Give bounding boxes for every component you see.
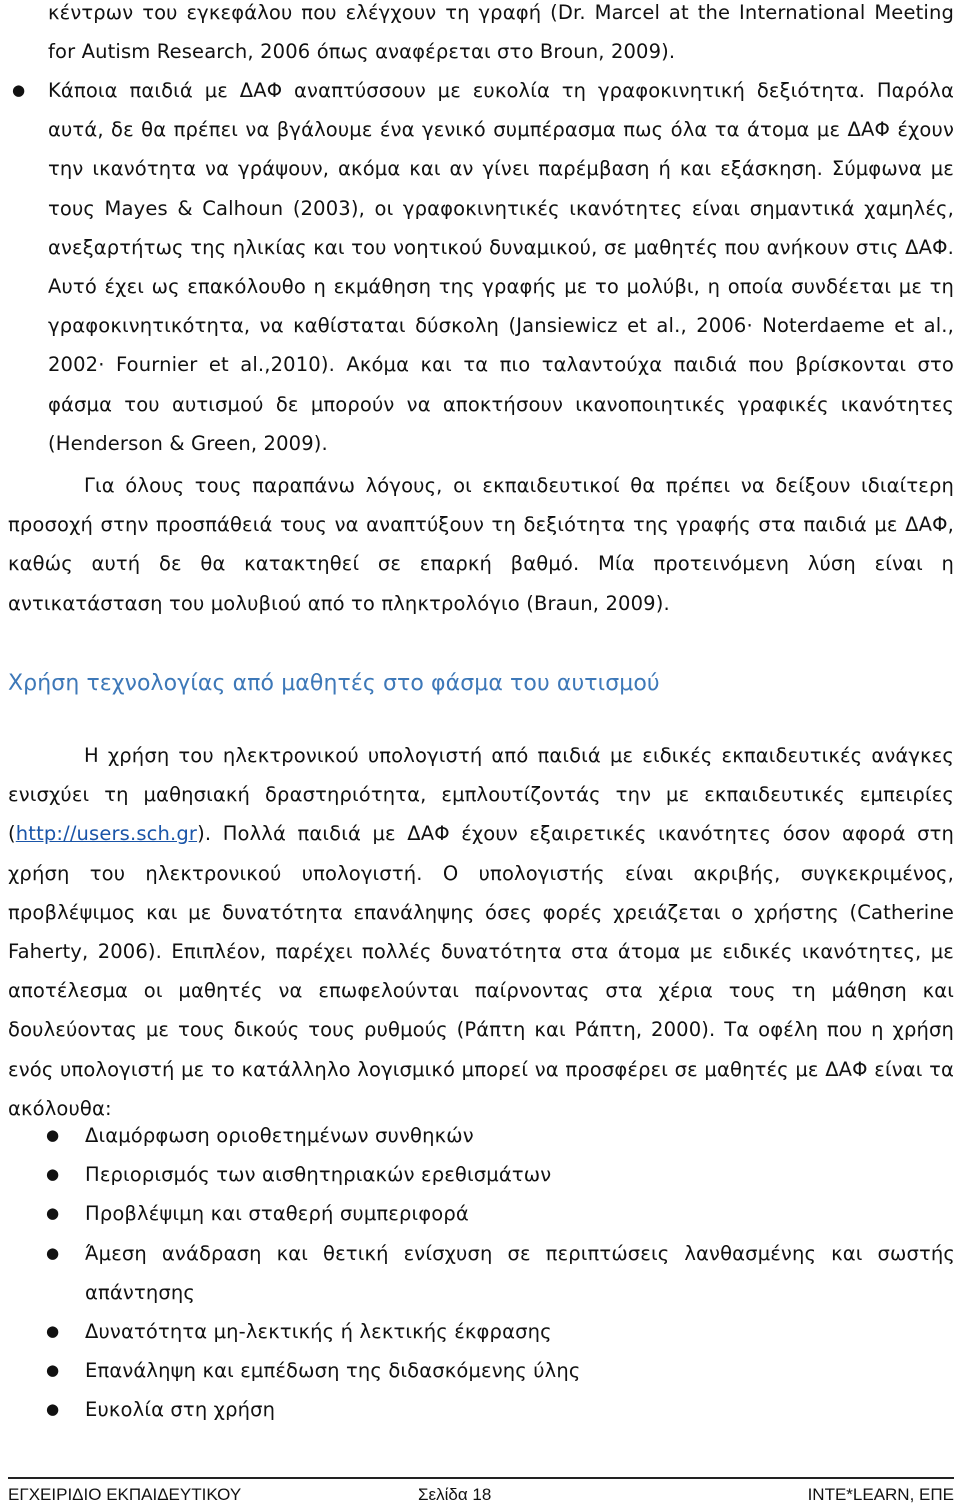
bullet-icon: ● (46, 1243, 60, 1262)
paragraph-technology-part1: Η χρήση του ηλεκτρονικού υπολογιστή από παιδιά με ειδικές εκπαιδευτικές ανάγκες ενισχύει τη μαθησιακή δραστηριότητα, εμπλουτίζοντάς την με εκπαιδευτικές εμπειρίες ( (8, 744, 954, 846)
benefits-list (0, 1116, 960, 1430)
bullet-icon: ● (46, 1400, 60, 1419)
list-item (0, 1194, 955, 1233)
bullet-icon: ● (46, 1204, 60, 1223)
paragraph-conclusion: Για όλους τους παραπάνω λόγους, οι εκπαιδευτικοί θα πρέπει να δείξουν ιδιαίτερη προσοχή στην προσπάθειά τους να αναπτύξουν τη δεξιότητα της γραφής στα παιδιά με ΔΑΦ, καθώς αυτή δε θα κατακτηθεί σε επαρκή βαθμό. Μία προτεινόμενη λύση είναι η αντικατάσταση του μολυβιού από το πληκτρολόγιο (Braun, 2009). (8, 474, 954, 615)
bullet-icon: ● (46, 1165, 60, 1184)
list-item-text: Άμεση ανάδραση και θετική ενίσχυση σε περιπτώσεις λανθασμένης και σωστής απάντησης (85, 1241, 955, 1304)
bullet-icon: ● (46, 1322, 60, 1341)
list-item (0, 1234, 955, 1312)
list-item (0, 1116, 955, 1155)
users-sch-gr-link[interactable]: http://users.sch.gr (15, 822, 198, 846)
paragraph-technology-part2: ). Πολλά παιδιά με ΔΑΦ έχουν εξαιρετικές ικανότητες όσον αφορά στη χρήση του ηλεκτρονικού υπολογιστή. Ο υπολογιστής είναι ακριβής, συγκεκριμένος, προβλέψιμος και με δυνατότητα επανάληψης όσες φορές χρειάζεται ο χρήστης (Catherine Faherty, 2006). Επιπλέον, παρέχει πολλές δυνατότητα στα άτομα με ειδικές ικανότητες, με αποτέλεσμα οι μαθητές να επωφελούνται παίρνοντας στα χέρια τους τη μάθηση και δουλεύοντας με τους δικούς τους ρυθμούς (Ράπτη και Ράπτη, 2000). Τα οφέλη που η χρήση ενός υπολογιστή με το κατάλληλο λογισμικό μπορεί να προσφέρει σε μαθητές με ΔΑΦ είναι τα ακόλουθα: (8, 822, 954, 1120)
footer-divider (8, 1477, 954, 1479)
list-item (0, 1312, 955, 1351)
list-item (0, 1155, 955, 1194)
footer-manual-title: ΕΓΧΕΙΡΙΔΙΟ ΕΚΠΑΙΔΕΥΤΙΚΟΥ (8, 1485, 242, 1504)
list-item-text: Ευκολία στη χρήση (85, 1398, 276, 1422)
list-item-text: Δυνατότητα μη-λεκτικής ή λεκτικής έκφρασης (85, 1320, 552, 1344)
list-item (0, 1351, 955, 1390)
list-item (0, 1390, 955, 1429)
bullet-icon: ● (12, 81, 26, 99)
footer-company: INTE*LEARN, ΕΠΕ (807, 1485, 954, 1504)
bullet-paragraph-text: Κάποια παιδιά με ΔΑΦ αναπτύσσουν με ευκολία τη γραφοκινητική δεξιότητα. Παρόλα αυτά, δε θα πρέπει να βγάλουμε ένα γενικό συμπέρασμα πως όλα τα άτομα με ΔΑΦ έχουν την ικανότητα να γράψουν, ακόμα και αν γίνει παρέμβαση ή και εξάσκηση. Σύμφωνα με τους Mayes & Calhoun (2003), οι γραφοκινητικές ικανότητες είναι σημαντικά χαμηλές, ανεξαρτήτως της ηλικίας και του νοητικού δυναμικού, σε μαθητές που ανήκουν στις ΔΑΦ. Αυτό έχει ως επακόλουθο η εκμάθηση της γραφής με το μολύβι, η οποία συνδέεται με τη γραφοκινητικότητα, να καθίσταται δύσκολη (Jansiewicz et al., 2006· Noterdaeme et al., 2002· Fournier et al.,2010). Ακόμα και τα πιο ταλαντούχα παιδιά που βρίσκονται στο φάσμα του αυτισμού δε μπορούν να αποκτήσουν ικανοποιητικές γραφικές ικανότητες (Henderson & Green, 2009). (48, 79, 954, 455)
list-item-text: Διαμόρφωση οριοθετημένων συνθηκών (85, 1124, 474, 1147)
list-item-text: Περιορισμός των αισθητηριακών ερεθισμάτων (85, 1163, 552, 1187)
page-footer (8, 1484, 954, 1506)
continuation-text: κέντρων του εγκεφάλου που ελέγχουν τη γραφή (Dr. Marcel at the International Meeting for Autism Research, 2006 όπως αναφέρεται στο Broun, 2009). (48, 1, 954, 64)
bullet-icon: ● (46, 1126, 60, 1144)
section-heading: Χρήση τεχνολογίας από μαθητές στο φάσμα του αυτισμού (8, 671, 660, 696)
list-item-text: Επανάληψη και εμπέδωση της διδασκόμενης ύλης (85, 1359, 581, 1383)
footer-page-number: Σελίδα 18 (418, 1485, 492, 1504)
list-item-text: Προβλέψιμη και σταθερή συμπεριφορά (85, 1202, 469, 1226)
bullet-icon: ● (46, 1361, 60, 1380)
paragraph-technology (8, 736, 954, 1128)
